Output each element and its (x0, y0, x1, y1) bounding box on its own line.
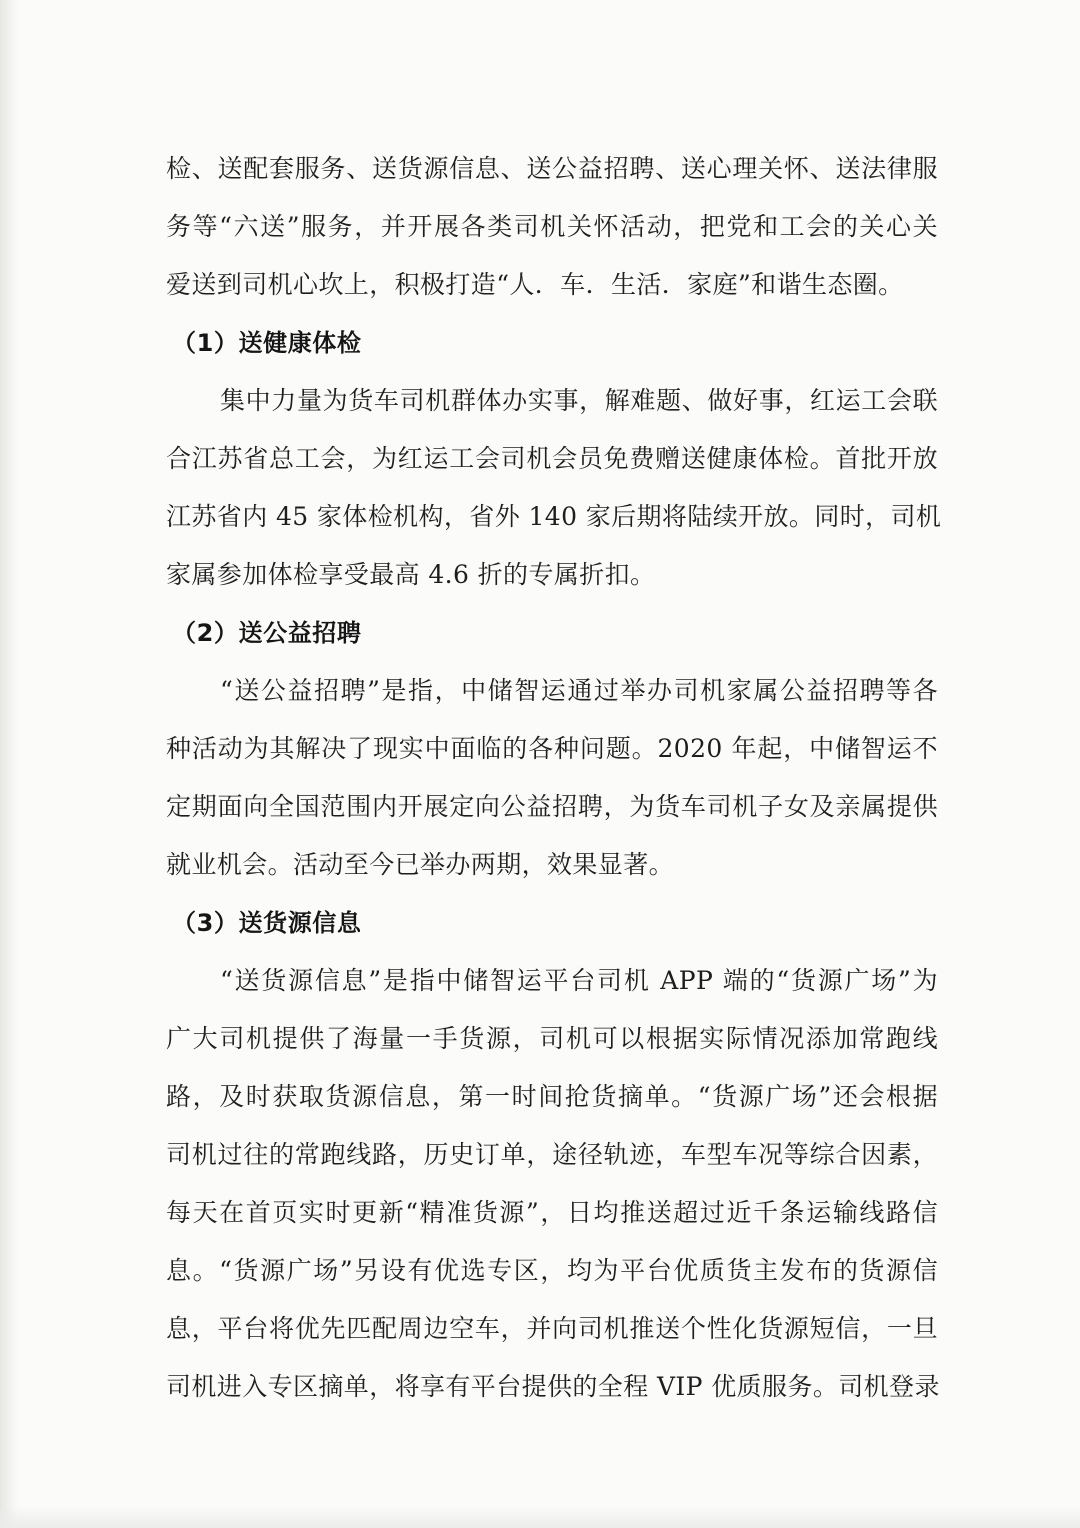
text-line: “送货源信息”是指中储智运平台司机 APP 端的“货源广场”为 (220, 966, 938, 995)
section-heading: （1）送健康体检 (172, 329, 362, 357)
text-line: 定期面向全国范围内开展定向公益招聘，为货车司机子女及亲属提供 (166, 792, 938, 821)
section-cargo-info (166, 894, 938, 1416)
scan-shadow-bottom (0, 1506, 1080, 1528)
text-line: 集中力量为货车司机群体办实事，解难题、做好事，红运工会联 (220, 386, 938, 415)
text-line: 路，及时获取货源信息，第一时间抢货摘单。“货源广场”还会根据 (166, 1082, 938, 1111)
text-line: 合江苏省总工会，为红运工会司机会员免费赠送健康体检。首批开放 (166, 444, 938, 473)
text-line: 江苏省内 45 家体检机构，省外 140 家后期将陆续开放。同时，司机 (166, 502, 942, 531)
text-line: 种活动为其解决了现实中面临的各种问题。2020 年起，中储智运不 (166, 734, 938, 763)
text-line: “送公益招聘”是指，中储智运通过举办司机家属公益招聘等各 (220, 676, 938, 705)
text-line: 息，平台将优先匹配周边空车，并向司机推送个性化货源短信，一旦 (166, 1314, 938, 1343)
text-line: 司机进入专区摘单，将享有平台提供的全程 VIP 优质服务。司机登录 (166, 1372, 940, 1401)
text-line: 家属参加体检享受最高 4.6 折的专属折扣。 (166, 560, 656, 589)
section-public-recruitment (166, 604, 938, 894)
text-line: 广大司机提供了海量一手货源，司机可以根据实际情况添加常跑线 (166, 1024, 938, 1053)
text-line: 司机过往的常跑线路，历史订单，途径轨迹，车型车况等综合因素， (166, 1140, 938, 1169)
text-line: 爱送到司机心坎上，积极打造“人．车．生活．家庭”和谐生态圈。 (166, 270, 904, 299)
text-line: 每天在首页实时更新“精准货源”，日均推送超过近千条运输线路信 (166, 1198, 938, 1227)
section-heading: （3）送货源信息 (172, 909, 362, 937)
text-line: 检、送配套服务、送货源信息、送公益招聘、送心理关怀、送法律服 (166, 154, 938, 183)
document-body (166, 140, 942, 1416)
scan-shadow-left (0, 0, 18, 1528)
text-line: 务等“六送”服务，并开展各类司机关怀活动，把党和工会的关心关 (166, 212, 938, 241)
text-line: 就业机会。活动至今已举办两期，效果显著。 (166, 850, 675, 879)
intro-paragraph (166, 140, 938, 314)
section-heading: （2）送公益招聘 (172, 619, 362, 647)
section-health-checkup (166, 314, 942, 604)
text-line: 息。“货源广场”另设有优选专区，均为平台优质货主发布的货源信 (166, 1256, 938, 1285)
